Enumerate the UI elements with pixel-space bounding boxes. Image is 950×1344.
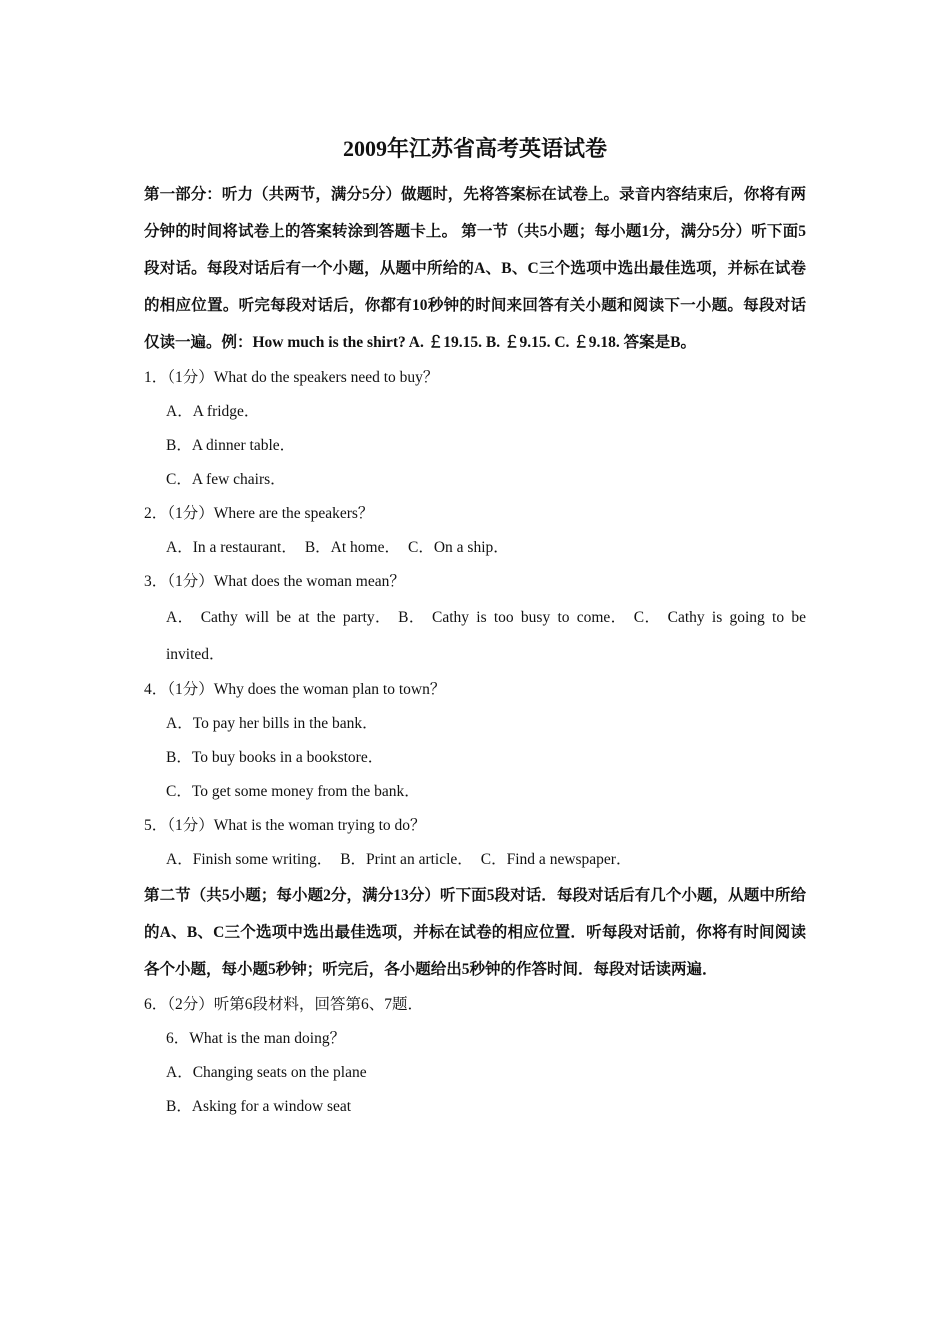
question-6-option-a: A．Changing seats on the plane xyxy=(166,1064,367,1081)
question-5-stem: 5．（1分）What is the woman trying to do？ xyxy=(144,817,426,834)
question-5-option-b: B．Print an article． xyxy=(340,851,473,868)
question-2-stem: 2．（1分）Where are the speakers？ xyxy=(144,505,374,522)
question-5-option-c: C．Find a newspaper． xyxy=(480,851,632,868)
question-4-option-a: A．To pay her bills in the bank． xyxy=(166,715,378,732)
part1-instructions: 第一部分：听力（共两节，满分5分）做题时，先将答案标在试卷上。录音内容结束后，你将有两分钟的时间将试卷上的答案转涂到答题卡上。 第一节（共5小题；每小题1分，满分5分）听下面5段对话。每段对话后有一个小题，从题中所给的A、B、C三个选项中选出最佳选项，并标在试卷的相应位置。听完每段对话后，你都有10秒钟的时间来回答有关小题和阅读下一小题。每段对话仅读一遍。例：How much is the shirt? A. ￡19.15. B. ￡9.15. C. ￡9.18. 答案是B。 xyxy=(144,186,806,351)
question-2-option-b: B．At home． xyxy=(304,539,400,556)
question-6-option-b: B．Asking for a window seat xyxy=(166,1098,352,1115)
exam-page xyxy=(144,130,806,1124)
page-title: 2009年江苏省高考英语试卷 xyxy=(342,136,607,161)
question-3-stem: 3．（1分）What does the woman mean？ xyxy=(144,573,405,590)
question-6-sub-stem: 6．What is the man doing？ xyxy=(166,1030,346,1047)
question-1-option-c: C．A few chairs． xyxy=(166,471,286,488)
question-4-option-b: B．To buy books in a bookstore． xyxy=(166,749,384,766)
question-5-options xyxy=(166,843,806,877)
question-1-option-b: B．A dinner table． xyxy=(166,437,296,454)
question-5-option-a: A．Finish some writing． xyxy=(166,851,333,868)
question-3-options: A． Cathy will be at the party． B． Cathy is too busy to come． C． Cathy is going to be invited． xyxy=(166,609,806,663)
question-6-stem: 6．（2分）听第6段材料，回答第6、7题． xyxy=(144,996,424,1013)
part2-instructions: 第二节（共5小题；每小题2分，满分13分）听下面5段对话．每段对话后有几个小题，从题中所给的A、B、C三个选项中选出最佳选项，并标在试卷的相应位置．听每段对话前，你将有时间阅读各个小题，每小题5秒钟；听完后，各小题给出5秒钟的作答时间．每段对话读两遍． xyxy=(144,887,806,978)
question-4-stem: 4．（1分）Why does the woman plan to town？ xyxy=(144,681,446,698)
question-1-option-a: A．A fridge． xyxy=(166,403,260,420)
question-4-option-c: C．To get some money from the bank． xyxy=(166,783,420,800)
question-2-option-a: A．In a restaurant． xyxy=(166,539,297,556)
question-2-option-c: C．On a ship． xyxy=(408,539,509,556)
question-2-options xyxy=(166,531,806,565)
question-1-stem: 1．（1分）What do the speakers need to buy？ xyxy=(144,369,439,386)
